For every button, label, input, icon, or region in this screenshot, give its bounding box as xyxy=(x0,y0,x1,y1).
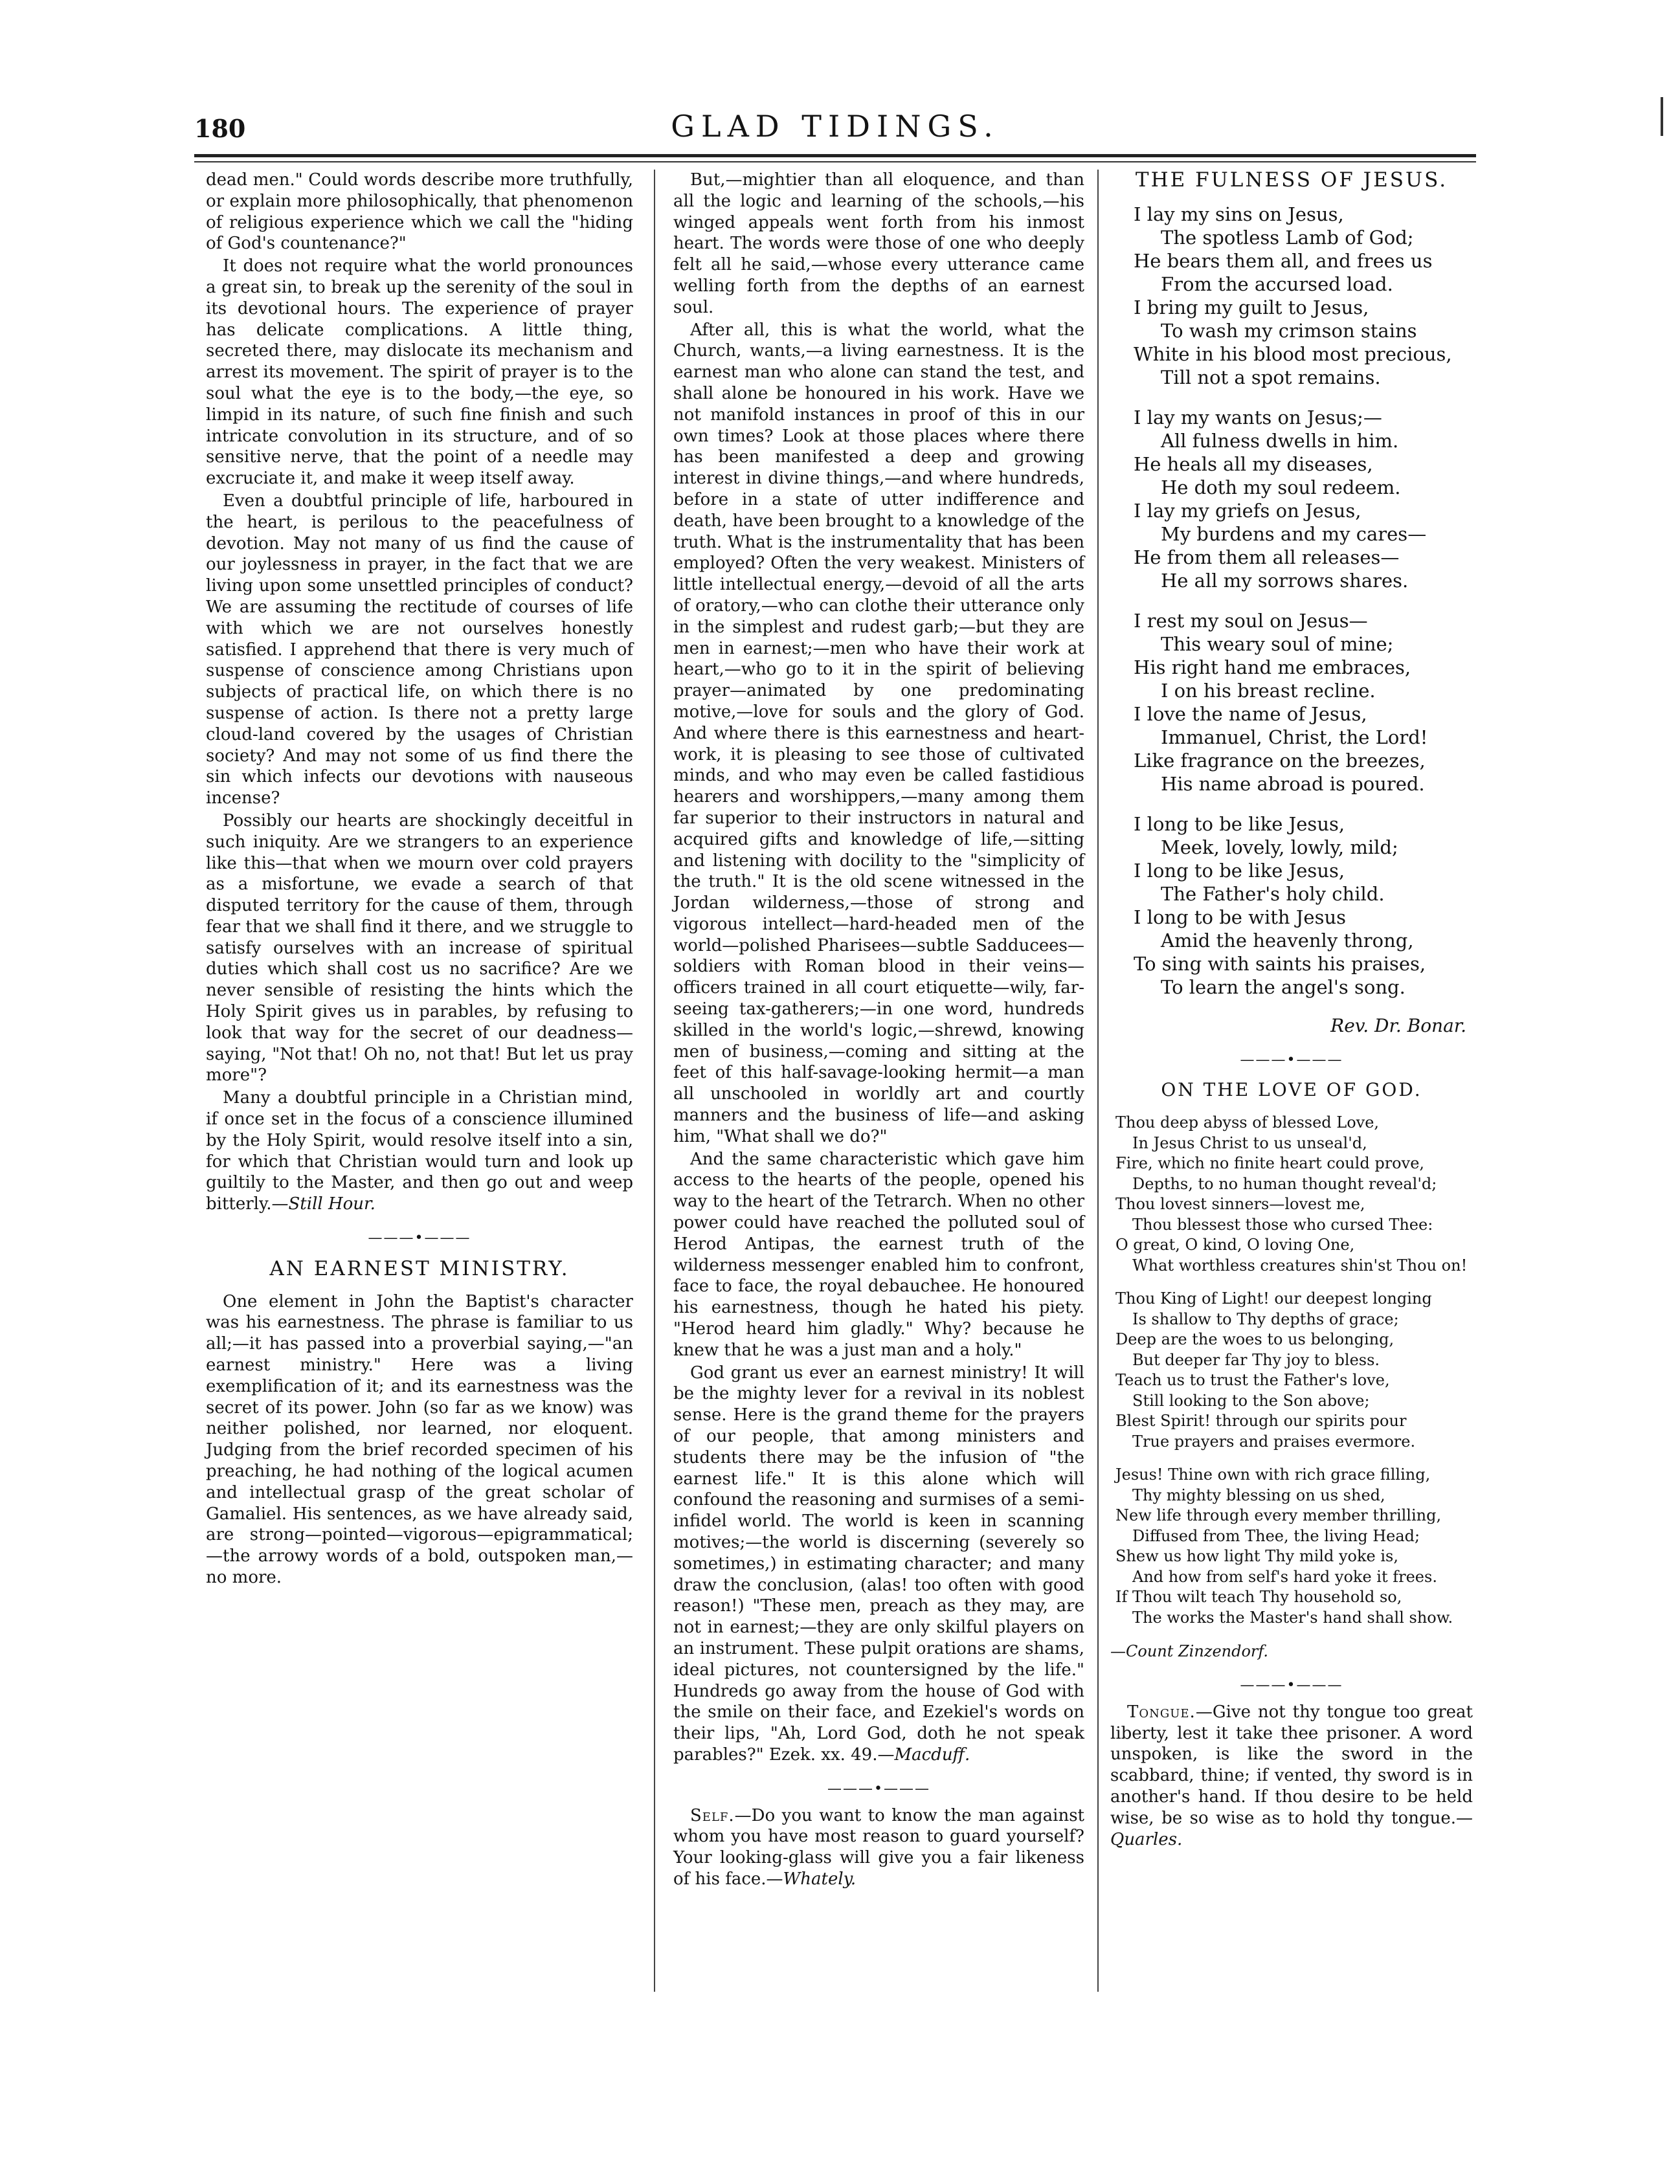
poem-line: Jesus! Thine own with rich grace filling, xyxy=(1115,1465,1431,1484)
poem-line: I lay my sins on Jesus, xyxy=(1134,203,1344,225)
header-rule-thin xyxy=(194,161,1476,162)
poem-stanza xyxy=(1134,812,1473,999)
poem-line: I love the name of Jesus, xyxy=(1134,702,1367,725)
margin-mark xyxy=(1661,97,1663,136)
article-paragraph xyxy=(673,1363,1084,1766)
article-paragraph: dead men." Could words describe more truthfully, or explain more philosophically, that phenomenon of religious experience which we call the "hiding of God's countenance?" xyxy=(206,170,633,254)
poem-line: True prayers and praises evermore. xyxy=(1132,1432,1416,1451)
poem-line: I lay my wants on Jesus;— xyxy=(1134,406,1382,429)
poem-line: New life through every member thrilling, xyxy=(1115,1506,1442,1525)
poem-line: To wash my crimson stains xyxy=(1161,319,1417,342)
masthead-title: GLAD TIDINGS. xyxy=(671,109,1000,144)
poem-stanza xyxy=(1115,1113,1473,1276)
poem-attribution: Rev. Dr. Bonar. xyxy=(1330,1014,1466,1036)
article-paragraph: Possibly our hearts are shockingly deceitful in such iniquity. Are we strangers to an experience like this—that when we mourn over cold prayers as a misfortune, we evade a search of that disputed territory for the cause of them, through fear that we shall find it there, and we struggle to satisfy ourselves with an increase of spiritual duties which shall cost us no sacrifice? Are we never sensible of resisting the hints which the Holy Spirit gives us in parables, by refusing to look that way for the secret of our deadness—saying, "Not that! Oh no, not that! But let us pray more"? xyxy=(206,810,633,1086)
poem-line: Immanuel, Christ, the Lord! xyxy=(1161,726,1428,748)
poem-line: The spotless Lamb of God; xyxy=(1161,226,1414,249)
poem-line: He doth my soul redeem. xyxy=(1161,476,1401,498)
article-paragraph xyxy=(206,1087,633,1215)
poem-line: Like fragrance on the breezes, xyxy=(1134,749,1426,772)
article-attribution: —Macduff. xyxy=(877,1744,970,1765)
maxim-heading: Self. xyxy=(690,1805,735,1825)
poem-line: Thou deep abyss of blessed Love, xyxy=(1115,1113,1380,1132)
poem-line: Diffused from Thee, the living Head; xyxy=(1132,1526,1420,1545)
poem-line: Fire, which no finite heart could prove, xyxy=(1115,1154,1425,1173)
poem-line: He heals all my diseases, xyxy=(1134,452,1373,475)
section-divider: ———•——— xyxy=(368,1230,471,1247)
poem-stanza xyxy=(1134,203,1473,389)
poem-line: Thy mighty blessing on us shed, xyxy=(1132,1486,1385,1504)
poem-line: Depths, to no human thought reveal'd; xyxy=(1132,1174,1437,1193)
poem-line: Teach us to trust the Father's love, xyxy=(1115,1371,1390,1390)
poem-line: He bears them all, and frees us xyxy=(1134,249,1433,272)
column-1 xyxy=(206,170,633,1590)
poem-title: ON THE LOVE OF GOD. xyxy=(1161,1079,1422,1101)
article-paragraph: But,—mightier than all eloquence, and than all the logic and learning of the schools,—his winged appeals went forth from his inmost heart. The words were those of one who deeply felt all he said,—whose every utterance came welling forth from the depths of an earnest soul. xyxy=(673,170,1084,317)
poem-line: His right hand me embraces, xyxy=(1134,656,1411,678)
poem-love-of-god xyxy=(1115,1113,1473,1628)
poem-line: In Jesus Christ to us unseal'd, xyxy=(1132,1133,1367,1152)
poem-line: I long to be like Jesus, xyxy=(1134,859,1345,882)
article-paragraph: After all, this is what the world, what the Church, wants,—a living earnestness. It is the earnest man who alone can stand the test, and shall alone be honoured in his work. Have we not manifold instances in proof of this in our own times? Look at those places where there has been manifested a deep and growing interest in divine things,—and where hundreds, before in a state of utter indifference and death, have been brought to a knowledge of the truth. What is the instrumentality that has been employed? Often the very weakest. Ministers of little intellectual energy,—devoid of all the arts of oratory,—who can clothe their utterance only in the simplest and rudest garb;—but they are men in earnest;—men who have their work at heart,—who go to it in the spirit of believing prayer—animated by one predominating motive,—love for souls and the glory of God. And where there is this earnestness and heart-work, it is pleasing to see those of cultivated minds, and who may even be called fastidious hearers and worshippers,—many among them far superior to their instructors in natural and acquired gifts and knowledge of life,—sitting and listening with docility to the "simplicity of the truth." It is the old scene witnessed in the Jordan wilderness,—those of strong and vigorous intellect—hard-headed men of the world—polished Pharisees—subtle Sadducees—soldiers with Roman blood in their veins—officers trained in all court etiquette—wily, far-seeing tax-gatherers;—in one word, hundreds skilled in the world's logic,—shrewd, knowing men of business,—coming and sitting at the feet of this half-savage-looking hermit—a man all unschooled in worldly art and courtly manners and the business of life—and asking him, "What shall we do?" xyxy=(673,320,1084,1146)
poem-line: Blest Spirit! through our spirits pour xyxy=(1115,1412,1407,1431)
article-paragraph: Even a doubtful principle of life, harboured in the heart, is perilous to the peacefulness of devotion. May not many of us find the cause of our joylessness in prayer, in the fact that we are living upon some unsettled principles of conduct? We are assuming the rectitude of courses of life with which we are not ourselves honestly satisfied. I apprehend that there is very much of suspense of conscience among Christians upon subjects of practical life, on which there is no suspense of action. Is there not a pretty large cloud-land covered by the usages of Christian society? And may not some of us find there the sin which infects our devotions with nauseous incense? xyxy=(206,491,633,808)
poem-stanza xyxy=(1115,1465,1473,1628)
maxim-attribution: —Quarles. xyxy=(1110,1808,1473,1849)
poem-stanza xyxy=(1134,406,1473,592)
poem-line: Meek, lovely, lowly, mild; xyxy=(1161,836,1398,858)
column-3 xyxy=(1110,170,1473,1851)
maxim-paragraph xyxy=(1110,1702,1473,1851)
poem-line: Till not a spot remains. xyxy=(1161,366,1381,388)
poem-line: Thou blessest those who cursed Thee: xyxy=(1132,1215,1433,1234)
poem-line: All fulness dwells in him. xyxy=(1161,429,1399,452)
article-attribution: —Still Hour. xyxy=(271,1194,375,1214)
poem-line: I long to be with Jesus xyxy=(1134,906,1347,928)
poem-line: But deeper far Thy joy to bless. xyxy=(1132,1350,1380,1369)
paragraph-text: God grant us ever an earnest ministry! It will be the mighty lever for a revival in its noblest sense. Here is the grand theme for the prayers of our people, that among ministers and students there may be the infusion of "the earnest life." It is this alone which will confound the reasoning and surmises of a semi-infidel world. The world is keen in scanning motives;—the world is discerning (severely so sometimes,) in estimating character; and many draw the conclusion, (alas! too often with good reason!) "These men, preach as they may, are not in earnest;—they are only skilful players on an instrument. These pulpit orations are shams, ideal pictures, not countersigned by the life." Hundreds go away from the house of God with the smile on their face, and Ezekiel's words on their lips, "Ah, Lord God, doth he not speak parables?" Ezek. xx. 49. xyxy=(673,1363,1084,1765)
poem-line: He all my sorrows shares. xyxy=(1161,569,1409,592)
header-rule-thick xyxy=(194,154,1476,157)
poem-line: If Thou wilt teach Thy household so, xyxy=(1115,1588,1402,1607)
paragraph-text: Many a doubtful principle in a Christian mind, if once set in the focus of a conscience illumined by the Holy Spirit, would resolve itself into a sin, for which that Christian would turn and look up guiltily to the Master, and then go out and weep bitterly. xyxy=(206,1088,633,1214)
poem-attribution: —Count Zinzendorf. xyxy=(1110,1642,1269,1661)
poem-line: This weary soul of mine; xyxy=(1161,632,1394,655)
poem-line: The Father's holy child. xyxy=(1161,882,1385,905)
poem-line: And how from self's hard yoke it frees. xyxy=(1132,1567,1437,1586)
poem-line: Deep are the woes to us belonging, xyxy=(1115,1330,1394,1349)
maxim-text: —Do you want to know the man against whom you have most reason to guard yourself? Your looking-glass will give you a fair likeness of his face. xyxy=(673,1805,1084,1889)
poem-line: Thou King of Light! our deepest longing xyxy=(1115,1289,1432,1308)
poem-line: Shew us how light Thy mild yoke is, xyxy=(1115,1547,1398,1566)
poem-fulness-of-jesus xyxy=(1134,203,1473,999)
poem-line: Still looking to the Son above; xyxy=(1132,1391,1370,1410)
page-number: 180 xyxy=(194,114,246,143)
poem-line: Is shallow to Thy depths of grace; xyxy=(1132,1309,1399,1328)
section-divider: ———•——— xyxy=(1240,1677,1343,1693)
poem-stanza xyxy=(1134,609,1473,796)
poem-line: I bring my guilt to Jesus, xyxy=(1134,296,1369,318)
poem-line: His name abroad is poured. xyxy=(1161,772,1425,795)
article-paragraph: One element in John the Baptist's character was his earnestness. The phrase is familiar to us all;—it has passed into a proverbial saying,—"an earnest ministry." Here was a living exemplification of it; and its earnestness was the secret of its power. John (so far as we know) was neither polished, nor learned, nor eloquent. Judging from the brief recorded specimen of his preaching, he had nothing of the logical acumen and intellectual grasp of the great scholar of Gamaliel. His sentences, as we have already said, are strong—pointed—vigorous—epigrammatical;—the arrowy words of a bold, outspoken man,—no more. xyxy=(206,1291,633,1587)
poem-title: THE FULNESS OF JESUS. xyxy=(1135,168,1448,192)
poem-line: Amid the heavenly throng, xyxy=(1161,929,1414,952)
section-divider: ———•——— xyxy=(1240,1051,1343,1068)
article-paragraph: It does not require what the world pronounces a great sin, to break up the serenity of the soul in its devotional hours. The experience of prayer has delicate complications. A little thing, secreted there, may dislocate its mechanism and arrest its movement. The spirit of prayer is to the soul what the eye is to the body,—the eye, so limpid in its nature, of such fine finish and such intricate convolution in its structure, and of so sensitive nerve, that the point of a needle may excruciate it, and make it weep itself away. xyxy=(206,256,633,489)
poem-line: My burdens and my cares— xyxy=(1161,522,1427,545)
maxim-heading: Tongue. xyxy=(1127,1702,1196,1722)
section-title: AN EARNEST MINISTRY. xyxy=(269,1256,570,1280)
poem-line: White in his blood most precious, xyxy=(1134,342,1452,365)
column-2 xyxy=(673,170,1084,1891)
poem-line: From the accursed load. xyxy=(1161,273,1393,295)
poem-line: He from them all releases— xyxy=(1134,546,1400,568)
maxim-text: —Give not thy tongue too great liberty, lest it take thee prisoner. A word unspoken, is like the sword in the scabbard, thine; if vented, thy sword is in another's hand. If thou desire to be held wise, be so wise as to hold thy tongue. xyxy=(1110,1702,1473,1828)
section-divider: ———•——— xyxy=(827,1780,930,1797)
poem-line: I rest my soul on Jesus— xyxy=(1134,609,1368,632)
poem-line: To learn the angel's song. xyxy=(1161,975,1406,998)
page-header xyxy=(194,109,1476,148)
maxim-paragraph xyxy=(673,1805,1084,1890)
poem-line: I on his breast recline. xyxy=(1161,679,1376,702)
column-rule-1 xyxy=(654,170,655,1992)
poem-line: O great, O kind, O loving One, xyxy=(1115,1236,1355,1254)
maxim-attribution: —Whately. xyxy=(766,1869,857,1889)
poem-line: I lay my griefs on Jesus, xyxy=(1134,499,1361,522)
poem-line: To sing with saints his praises, xyxy=(1134,952,1426,975)
poem-line: The works the Master's hand shall show. xyxy=(1132,1608,1453,1627)
poem-line: I long to be like Jesus, xyxy=(1134,812,1345,835)
poem-line: What worthless creatures shin'st Thou on! xyxy=(1132,1256,1468,1275)
article-paragraph: And the same characteristic which gave him access to the hearts of the people, opened his way to the heart of the Tetrarch. When no other power could have reached the polluted soul of Herod Antipas, the earnest truth of the wilderness messenger enabled him to confront, face to face, the royal debauchee. He honoured his earnestness, though he hated his piety. "Herod heard him gladly." Why? because he knew that he was a just man and a holy." xyxy=(673,1149,1084,1360)
poem-stanza xyxy=(1115,1289,1473,1452)
column-rule-2 xyxy=(1097,170,1099,1992)
poem-line: Thou lovest sinners—lovest me, xyxy=(1115,1195,1365,1214)
